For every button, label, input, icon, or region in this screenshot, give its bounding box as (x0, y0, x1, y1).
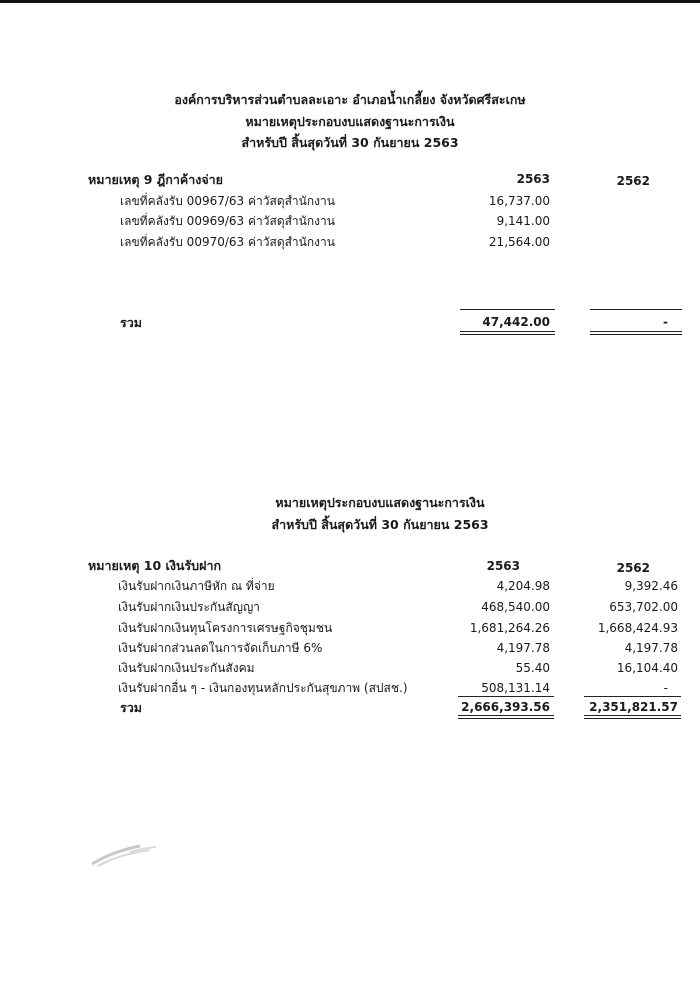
note10-row-label: เงินรับฝากเงินประกันสังคม (118, 661, 255, 675)
note9-subtotal-rule-prior (590, 309, 682, 310)
note10-row-prior: 9,392.46 (624, 579, 678, 593)
note9-row-label: เลขที่คลังรับ 00970/63 ค่าวัสดุสำนักงาน (120, 235, 335, 249)
note10-row-prior: 1,668,424.93 (597, 621, 678, 635)
document-period: สำหรับปี สิ้นสุดวันที่ 30 กันยายน 2563 (241, 135, 459, 150)
note10-total-current: 2,666,393.56 (461, 700, 550, 714)
note9-col-prior: 2562 (616, 174, 650, 188)
note10-heading: หมายเหตุ 10 เงินรับฝาก (88, 558, 222, 573)
note9-subtotal-rule-current (460, 309, 555, 310)
note9-row-current: 9,141.00 (496, 214, 550, 228)
note9-row-current: 16,737.00 (488, 194, 550, 208)
note10-total-rule-prior (584, 715, 681, 716)
note10-total-prior: 2,351,821.57 (589, 700, 678, 714)
note10-row-current: 468,540.00 (481, 600, 550, 614)
section2-title: หมายเหตุประกอบงบแสดงฐานะการเงิน (275, 495, 485, 510)
note10-row-label: เงินรับฝากเงินทุนโครงการเศรษฐกิจชุมชน (118, 621, 333, 635)
note10-total-rule-current (458, 715, 554, 716)
note10-row-prior: 4,197.78 (624, 641, 678, 655)
note10-row-prior: - (663, 681, 668, 695)
note10-total-double-rule-current (458, 718, 554, 719)
section2-period: สำหรับปี สิ้นสุดวันที่ 30 กันยายน 2563 (271, 517, 489, 532)
note10-row-current: 4,197.78 (496, 641, 550, 655)
note9-total-label: รวม (120, 315, 142, 330)
note10-row-label: เงินรับฝากเงินประกันสัญญา (118, 600, 260, 614)
note9-total-double-rule-prior (590, 334, 682, 335)
note9-row-label: เลขที่คลังรับ 00969/63 ค่าวัสดุสำนักงาน (120, 214, 335, 228)
note10-col-current: 2563 (486, 559, 520, 573)
note9-row-label: เลขที่คลังรับ 00967/63 ค่าวัสดุสำนักงาน (120, 194, 335, 208)
note9-total-current: 47,442.00 (482, 315, 550, 329)
note10-subtotal-rule-prior (584, 696, 681, 697)
note9-total-double-rule-current (460, 334, 555, 335)
note9-total-rule-prior (590, 331, 682, 332)
note10-total-double-rule-prior (584, 718, 681, 719)
note9-row-current: 21,564.00 (488, 235, 550, 249)
note9-total-rule-current (460, 331, 555, 332)
organization-name: องค์การบริหารส่วนตำบลละเอาะ อำเภอน้ำเกลี้ยง จังหวัดศรีสะเกษ (174, 92, 526, 107)
note10-row-prior: 16,104.40 (616, 661, 678, 675)
note10-row-current: 508,131.14 (481, 681, 550, 695)
note9-total-prior: - (663, 315, 668, 329)
note9-col-current: 2563 (516, 172, 550, 186)
scan-smudge-mark (90, 838, 160, 868)
note10-row-current: 55.40 (515, 661, 550, 675)
note10-row-label: เงินรับฝากเงินภาษีหัก ณ ที่จ่าย (118, 579, 275, 593)
scan-top-edge (0, 0, 700, 3)
note10-row-current: 1,681,264.26 (469, 621, 550, 635)
note9-heading: หมายเหตุ 9 ฎีกาค้างจ่าย (88, 172, 223, 187)
note10-col-prior: 2562 (616, 561, 650, 575)
note10-total-label: รวม (120, 700, 142, 715)
note10-row-label: เงินรับฝากส่วนลดในการจัดเก็บภาษี 6% (118, 641, 323, 655)
note10-row-label: เงินรับฝากอื่น ๆ - เงินกองทุนหลักประกันสุขภาพ (สปสช.) (118, 681, 408, 695)
note10-row-current: 4,204.98 (496, 579, 550, 593)
note10-row-prior: 653,702.00 (609, 600, 678, 614)
note10-subtotal-rule-current (458, 696, 554, 697)
document-title: หมายเหตุประกอบงบแสดงฐานะการเงิน (245, 114, 455, 129)
